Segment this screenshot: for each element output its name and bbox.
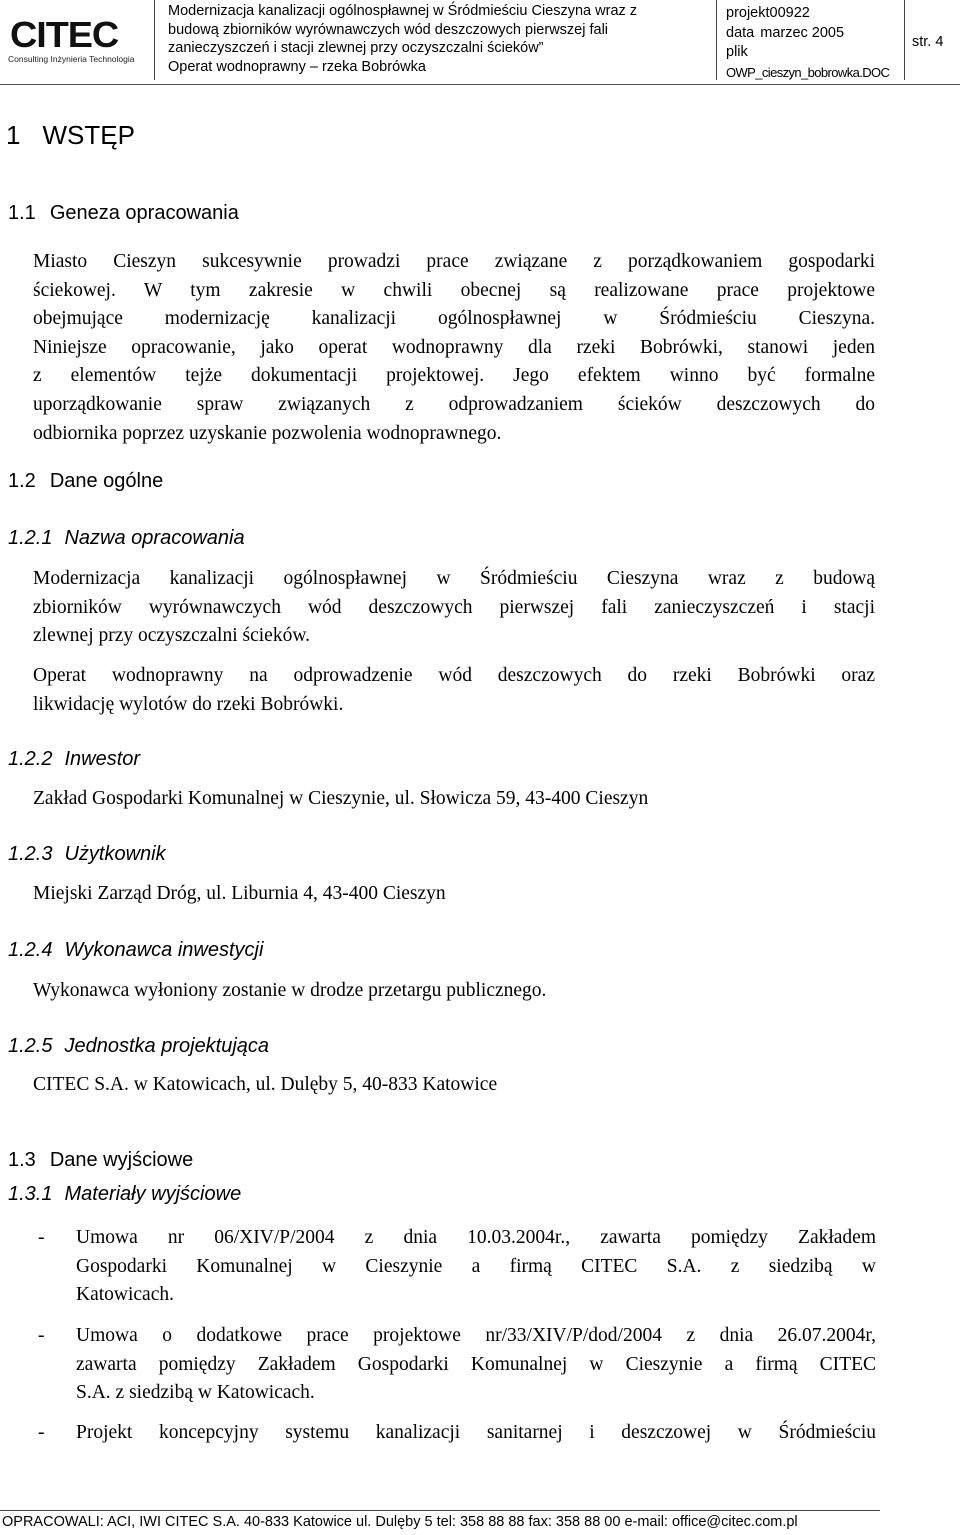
- heading-title: Użytkownik: [64, 843, 166, 865]
- header-title-line: zanieczyszczeń i stacji zlewnej przy oczyszczalni ścieków”: [168, 40, 544, 56]
- heading-number: 1.2.5: [8, 1035, 53, 1057]
- heading-title: Jednostka projektująca: [64, 1035, 270, 1057]
- text-line: zawarta pomiędzy Zakładem Gospodarki Komunalnej w Cieszynie a firmą CITEC: [76, 1353, 876, 1375]
- section-heading-1-2-4: [8, 939, 263, 962]
- text-line: Projekt koncepcyjny systemu kanalizacji sanitarnej i deszczowej w Śródmieściu: [76, 1422, 876, 1443]
- heading-title: Dane ogólne: [49, 470, 164, 492]
- meta-project: [726, 4, 906, 24]
- text-line: Modernizacja kanalizacji ogólnospławnej w Śródmieściu Cieszyna wraz z budową: [33, 568, 875, 589]
- list-dash: -: [38, 1422, 45, 1443]
- company-logo: [2, 14, 144, 68]
- list-dash: -: [38, 1227, 45, 1248]
- contractor-text: Wykonawca wyłoniony zostanie w drodze przetargu publicznego.: [33, 980, 547, 1001]
- text-line: Umowa nr 06/XIV/P/2004 z dnia 10.03.2004r., zawarta pomiędzy Zakładem: [76, 1227, 876, 1248]
- paragraph-nazwa-2: [33, 662, 875, 719]
- section-heading-1-2-2: [8, 748, 140, 771]
- meta-file-label: plik: [726, 44, 748, 60]
- text-line: Katowicach.: [76, 1284, 174, 1306]
- heading-number: 1.2.3: [8, 843, 53, 865]
- heading-number: 1.2: [8, 470, 36, 492]
- text-line: ściekowej. W tym zakresie w chwili obecnej są realizowane prace projektowe: [33, 279, 875, 301]
- header-title-line: Operat wodnoprawny – rzeka Bobrówka: [168, 58, 426, 75]
- heading-number: 1.1: [8, 202, 36, 224]
- list-item-text: [76, 1322, 876, 1408]
- text-line: z elementów tejże dokumentacji projektowej. Jego efektem winno być formalne: [33, 365, 875, 387]
- heading-number: 1.2.4: [8, 939, 53, 961]
- heading-number: 1.3.1: [8, 1183, 53, 1205]
- meta-label: projekt: [726, 5, 770, 21]
- header-title-line: budową zbiorników wyrównawczych wód deszczowych pierwszej fali: [168, 21, 609, 38]
- heading-number: 1.2.1: [8, 527, 53, 549]
- section-heading-1-3-1: [8, 1183, 241, 1206]
- text-line: Umowa o dodatkowe prace projektowe nr/33/XIV/P/dod/2004 z dnia 26.07.2004r,: [76, 1325, 876, 1346]
- header-meta: [726, 4, 906, 82]
- meta-value: 00922: [769, 5, 810, 21]
- page-header: [0, 0, 960, 86]
- paragraph-nazwa-1: [33, 565, 875, 651]
- header-divider: [716, 0, 717, 80]
- heading-title: Dane wyjściowe: [49, 1149, 194, 1171]
- section-heading-1-2: [8, 470, 163, 493]
- section-heading-1-2-1: [8, 527, 245, 550]
- heading-title: Inwestor: [64, 748, 141, 770]
- section-heading-1: [6, 120, 135, 151]
- meta-label: data: [726, 24, 755, 41]
- header-rule: [0, 84, 960, 85]
- section-heading-1-3: [8, 1149, 193, 1172]
- section-heading-1-2-5: [8, 1035, 269, 1058]
- text-line: odbiornika poprzez uzyskanie pozwolenia wodnoprawnego.: [33, 422, 502, 444]
- text-line: obejmujące modernizację kanalizacji ogólnospławnej w Śródmieściu Cieszyna.: [33, 308, 875, 330]
- user-text: Miejski Zarząd Dróg, ul. Liburnia 4, 43-400 Cieszyn: [33, 883, 446, 904]
- meta-value: marzec 2005: [760, 24, 845, 41]
- text-line: zlewnej przy oczyszczalni ścieków.: [33, 625, 311, 647]
- header-divider: [154, 0, 155, 80]
- heading-number: 1.2.2: [8, 748, 53, 770]
- logo-wordmark: CITEC: [10, 14, 119, 55]
- meta-date: [726, 24, 906, 44]
- investor-text: Zakład Gospodarki Komunalnej w Cieszynie, ul. Słowicza 59, 43-400 Cieszyn: [33, 788, 649, 809]
- heading-title: WSTĘP: [42, 120, 135, 150]
- section-heading-1-2-3: [8, 843, 166, 866]
- heading-title: Wykonawca inwestycji: [64, 939, 264, 961]
- list-item-text: [76, 1224, 876, 1310]
- text-line: S.A. z siedzibą w Katowicach.: [76, 1382, 315, 1404]
- header-title-line: Modernizacja kanalizacji ogólnospławnej w Śródmieściu Cieszyna wraz z: [168, 3, 638, 19]
- meta-file-value: OWP_cieszyn_bobrowka.DOC: [726, 64, 890, 80]
- text-line: Operat wodnoprawny na odprowadzenie wód deszczowych do rzeki Bobrówki oraz: [33, 665, 875, 686]
- text-line: Niniejsze opracowanie, jako operat wodnoprawny dla rzeki Bobrówki, stanowi jeden: [33, 336, 875, 358]
- footer-rule: [0, 1510, 880, 1511]
- heading-number: 1: [6, 120, 21, 150]
- header-divider: [904, 0, 905, 80]
- logo-subtitle: Consulting Inżynieria Technologia: [8, 54, 135, 64]
- paragraph-geneza: [33, 248, 875, 448]
- text-line: Miasto Cieszyn sukcesywnie prowadzi prace związane z porządkowaniem gospodarki: [33, 251, 875, 272]
- list-dash: -: [38, 1325, 45, 1346]
- page-number: str. 4: [912, 34, 944, 50]
- heading-title: Materiały wyjściowe: [64, 1183, 242, 1205]
- text-line: uporządkowanie spraw związanych z odprowadzaniem ścieków deszczowych do: [33, 393, 875, 415]
- header-title: [168, 2, 708, 76]
- designer-text: CITEC S.A. w Katowicach, ul. Dulęby 5, 40-833 Katowice: [33, 1074, 498, 1095]
- section-heading-1-1: [8, 202, 239, 225]
- heading-title: Nazwa opracowania: [64, 527, 245, 549]
- page-footer: OPRACOWALI: ACI, IWI CITEC S.A. 40-833 Katowice ul. Dulęby 5 tel: 358 88 88 fax: 358 88 00 e-mail: office@citec.com.pl: [2, 1514, 798, 1530]
- text-line: likwidację wylotów do rzeki Bobrówki.: [33, 693, 344, 715]
- list-item-text: [76, 1419, 876, 1448]
- text-line: zbiorników wyrównawczych wód deszczowych pierwszej fali zanieczyszczeń i stacji: [33, 596, 875, 618]
- text-line: Gospodarki Komunalnej w Cieszynie a firmą CITEC S.A. z siedzibą w: [76, 1255, 876, 1277]
- heading-number: 1.3: [8, 1149, 36, 1171]
- heading-title: Geneza opracowania: [49, 202, 239, 224]
